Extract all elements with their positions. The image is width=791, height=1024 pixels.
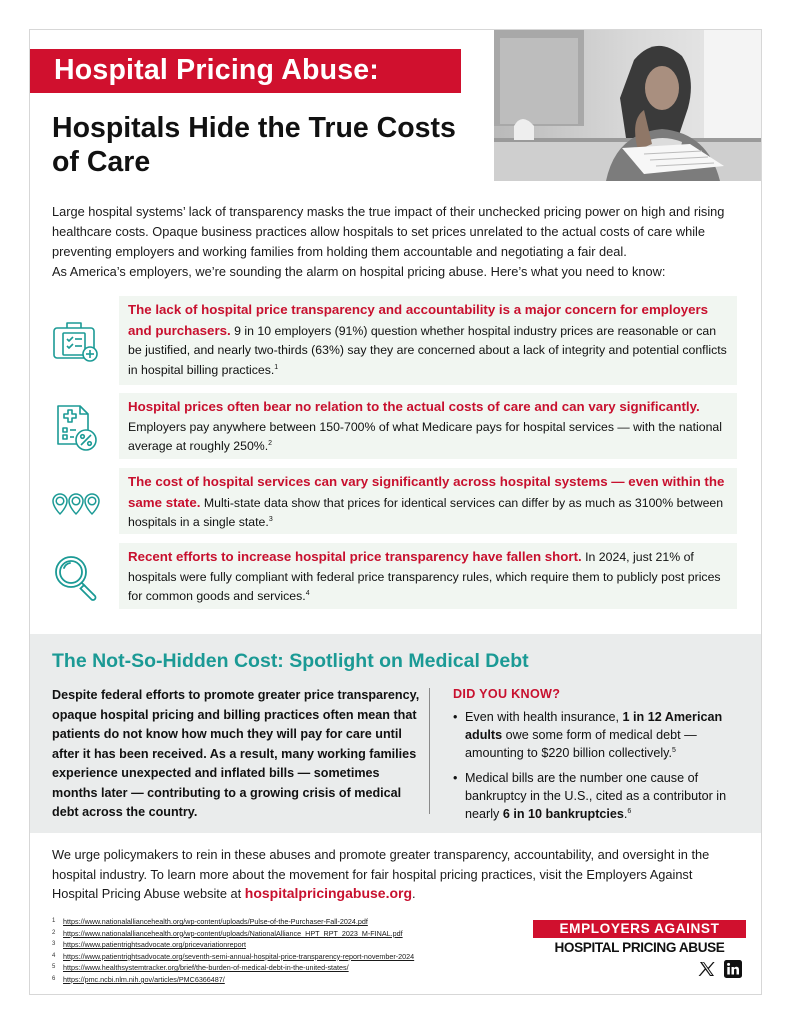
reference-item: 5 https://www.healthsystemtracker.org/brief/the-burden-of-medical-debt-in-the-united-states/ xyxy=(52,963,349,973)
price-location-pins-icon xyxy=(50,478,102,530)
flyer-page xyxy=(29,29,762,995)
key-point-body: Employers pay anywhere between 150-700% of what Medicare pays for hospital services — with the national average at roughly 250%. xyxy=(128,419,722,453)
did-you-know-heading: DID YOU KNOW? xyxy=(453,687,561,701)
footnote-ref: 3 xyxy=(268,515,273,523)
reference-item: 2 https://www.nationalalliancehealth.org/wp-content/uploads/NationalAlliance_HPT_RPT_2023_M-FINAL.pdf xyxy=(52,928,403,938)
footnote-ref: 1 xyxy=(274,363,279,371)
footnote-ref: 4 xyxy=(305,589,310,597)
woman-reviewing-bill-photo xyxy=(494,30,762,181)
social-links xyxy=(698,960,742,978)
employers-against-logo xyxy=(533,920,746,956)
medical-bill-percent-icon xyxy=(50,402,102,454)
footnote-references xyxy=(52,916,522,986)
did-you-know-list xyxy=(453,708,753,830)
reference-link[interactable]: https://www.patientrightsadvocate.org/pricevariationreport xyxy=(63,940,246,950)
key-point xyxy=(119,393,737,459)
footnote-ref: 6 xyxy=(627,807,632,815)
title-banner xyxy=(30,49,461,93)
reference-link[interactable]: https://www.nationalalliancehealth.org/wp-content/uploads/NationalAlliance_HPT_RPT_2023_M-FINAL.pdf xyxy=(63,928,403,938)
key-point-body: 9 in 10 employers (91%) question whether hospital industry prices are reasonable or can be justified, and nearly two-thirds (63%) say they are concerned about a lack of integrity and potential conflicts in hospital billing practices. xyxy=(128,323,727,377)
footnote-ref: 2 xyxy=(268,439,273,447)
key-point xyxy=(119,468,737,534)
key-point-headline: The cost of hospital services can vary significantly across hospital systems — even within the same state. xyxy=(128,474,725,510)
key-point-body: Multi-state data show that prices for identical services can differ by as much as 3100% between hospitals in a single state. xyxy=(128,495,724,529)
website-link[interactable]: hospitalpricingabuse.org xyxy=(244,885,413,901)
x-icon[interactable] xyxy=(698,960,716,978)
reference-link[interactable]: https://www.patientrightsadvocate.org/seventh-semi-annual-hospital-price-transparency-report-november-2024 xyxy=(63,951,415,961)
spotlight-body: Despite federal efforts to promote greater price transparency, opaque hospital pricing and billing practices often mean that patients do not know how much they will pay for care until after it has been received. As a result, many working families experience unexpected and inflated bills — sometimes months later — contributing to a growing crisis of medical debt across the country. xyxy=(52,688,420,819)
page-subtitle: Hospitals Hide the True Costs of Care xyxy=(52,112,456,178)
intro-lead-in: As America’s employers, we’re sounding the alarm on hospital pricing abuse. Here’s what you need to know: xyxy=(52,264,666,279)
closing-text: We urge policymakers to rein in these abuses and promote greater transparency, accountability, and oversight in the hospital industry. To learn more about the movement for fair hospital pricing practices, visit the Employers Against Hospital Pricing Abuse website at xyxy=(52,847,710,901)
reference-link[interactable]: https://www.nationalalliancehealth.org/wp-content/uploads/Pulse-of-the-Purchaser-Fall-2024.pdf xyxy=(63,917,368,926)
reference-item: 4 https://www.patientrightsadvocate.org/seventh-semi-annual-hospital-price-transparency-report-november-2024 xyxy=(52,951,415,961)
key-point xyxy=(119,296,737,385)
reference-link[interactable]: https://www.healthsystemtracker.org/brief/the-burden-of-medical-debt-in-the-united-states/ xyxy=(63,963,349,973)
reference-item: 6 https://pmc.ncbi.nlm.nih.gov/articles/PMC6366487/ xyxy=(52,974,225,984)
list-item: • Medical bills are the number one cause of bankruptcy in the U.S., cited as a contributor in nearly 6 in 10 bankruptcies.$^6$ xyxy=(453,769,753,823)
page-title: Hospital Pricing Abuse: xyxy=(54,54,380,86)
key-point-headline: The lack of hospital price transparency and accountability is a major concern for employers and purchasers. xyxy=(128,302,709,338)
reference-item: 3 https://www.patientrightsadvocate.org/pricevariationreport xyxy=(52,940,246,950)
key-point-body: In 2024, just 21% of hospitals were fully compliant with federal price transparency rules, which require them to publicly post prices for common goods and services. xyxy=(128,550,721,603)
magnifying-glass-icon xyxy=(50,552,102,604)
key-point-headline: Hospital prices often bear no relation to the actual costs of care and can vary significantly. xyxy=(128,399,700,414)
medical-debt-spotlight xyxy=(30,634,762,833)
column-divider xyxy=(429,688,430,814)
logo-bottom-line: HOSPITAL PRICING ABUSE xyxy=(554,940,725,955)
key-point xyxy=(119,543,737,609)
closing-paragraph: We urge policymakers to rein in these abuses and promote greater transparency, accountability, and oversight in the hospital industry. To learn more about the movement for fair hospital pricing practices, visit the Employers Against Hospital Pricing Abuse website at hospitalpricingabuse.org. xyxy=(52,847,710,901)
linkedin-icon[interactable] xyxy=(724,960,742,978)
intro-paragraph: Large hospital systems’ lack of transparency masks the true impact of their unchecked pricing power on high and rising healthcare costs. Opaque business practices allow hospitals to set prices unrelated to the actual costs of care while preventing employers and working families from holding them accountable and negotiating a fair deal. xyxy=(52,204,725,259)
list-item: • Even with health insurance, 1 in 12 American adults owe some form of medical debt — amounting to $220 billion collectively.$^5$ xyxy=(453,708,753,762)
spotlight-title: The Not-So-Hidden Cost: Spotlight on Medical Debt xyxy=(52,650,529,672)
footnote-ref: 5 xyxy=(672,746,676,754)
medical-kit-checklist-icon xyxy=(50,316,102,368)
key-point-headline: Recent efforts to increase hospital price transparency have fallen short. xyxy=(128,549,582,564)
reference-item: 1 https://www.nationalalliancehealth.org/wp-content/uploads/Pulse-of-the-Purchaser-Fall-2024.pdf xyxy=(52,917,368,926)
reference-link[interactable]: https://pmc.ncbi.nlm.nih.gov/articles/PMC6366487/ xyxy=(63,974,225,984)
logo-top-line: EMPLOYERS AGAINST xyxy=(533,920,746,938)
